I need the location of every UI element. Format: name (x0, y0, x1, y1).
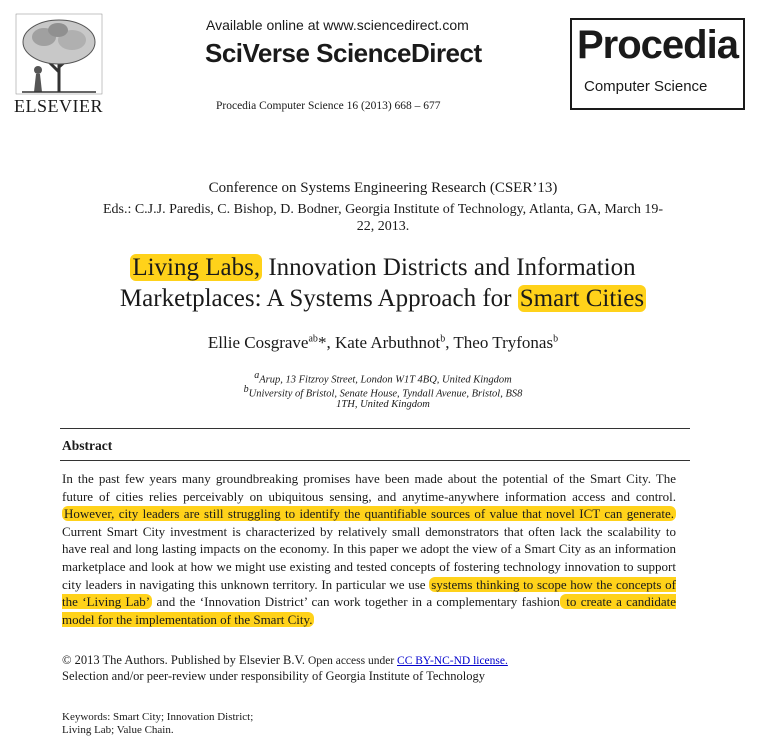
affiliation-b-text: University of Bristol, Senate House, Tyndall Avenue, Bristol, BS8 (248, 388, 523, 400)
highlight-candidate-model: to create a candidate model for the implementation of the Smart City. (62, 594, 676, 627)
author-3-affil-sup: b (553, 333, 559, 345)
highlight-living-labs: Living Labs, (132, 254, 261, 281)
author-1-affil-sup: ab (308, 333, 318, 345)
open-access-text: Open access under (305, 655, 398, 667)
paper-title-line-1 (0, 254, 766, 282)
sciencedirect-url-link[interactable]: www.sciencedirect.com (323, 17, 469, 33)
abstract-part-2: Current Smart City investment is characterized by relatively small demonstrators that often lack the scalability to have real and long lasting impacts on the economy. In this paper we adopt the view of a Smart City as an information marketplace and look at how we might use existing and tested concepts of fostering technology innovation to support city leaders in navigating this unknown territory. In particular we use (62, 523, 676, 592)
affiliation-b-continued: 1TH, United Kingdom (336, 399, 430, 410)
license-link[interactable]: CC BY-NC-ND license. (397, 655, 508, 667)
peer-review-line: Selection and/or peer-review under responsibility of Georgia Institute of Technology (62, 669, 485, 683)
conference-line: Conference on Systems Engineering Research (CSER’13) (208, 180, 558, 196)
author-2: *, Kate Arbuthnot (317, 333, 441, 352)
affiliation-a-sup: a (254, 370, 260, 381)
affiliation-b (0, 384, 766, 400)
title-line1-rest: Innovation Districts and Information (262, 254, 636, 281)
editors-line-2: 22, 2013. (356, 219, 410, 234)
highlight-city-leaders: However, city leaders are still struggling to identify the quantifiable sources of value that novel ICT can generate. (64, 506, 674, 522)
sciverse-logo-text: SciVerse ScienceDirect (205, 38, 482, 68)
available-prefix: Available online at (206, 17, 324, 33)
highlight-smart-cities: Smart Cities (519, 285, 645, 312)
paper-title-line-2 (0, 285, 766, 313)
author-1: Ellie Cosgrave (207, 333, 309, 352)
abstract-part-1: In the past few years many groundbreaking promises have been made about the potential of the Smart City. The future of cities relies perceivably on ubiquitous sensing, and anytime-anywhere information access and control. (62, 471, 676, 504)
procedia-logo-subtitle: Computer Science (584, 78, 708, 95)
author-2-affil-sup: b (440, 333, 446, 345)
author-list (0, 333, 766, 353)
elsevier-wordmark: ELSEVIER (14, 96, 103, 116)
copyright-line (62, 653, 508, 668)
affiliation-b-sup: b (243, 384, 249, 395)
copyright-text: © 2013 The Authors. Published by Elsevier B.V. (62, 653, 306, 667)
divider-top (60, 428, 690, 429)
abstract-heading: Abstract (62, 438, 113, 453)
author-3: , Theo Tryfonas (445, 333, 554, 352)
available-online-line (206, 17, 469, 33)
keywords-line-1: Keywords: Smart City; Innovation District; (62, 711, 254, 723)
affiliation-a-text: Arup, 13 Fitzroy Street, London W1T 4BQ, United Kingdom (259, 374, 512, 386)
keywords-line-2: Living Lab; Value Chain. (62, 724, 174, 736)
editors-line-1: Eds.: C.J.J. Paredis, C. Bishop, D. Bodner, Georgia Institute of Technology, Atlanta, GA, March 19- (102, 202, 664, 217)
procedia-logo-title: Procedia (577, 23, 738, 67)
divider-bottom (60, 460, 690, 461)
abstract-body (62, 470, 676, 628)
abstract-part-3: and the ‘Innovation District’ can work together in a complementary fashion (152, 594, 560, 610)
title-line2-pre: Marketplaces: A Systems Approach for (119, 285, 518, 312)
highlight-systems-thinking: systems thinking to scope how the concepts of the ‘Living Lab’ (62, 576, 676, 610)
journal-citation: Procedia Computer Science 16 (2013) 668 – 677 (216, 100, 441, 112)
